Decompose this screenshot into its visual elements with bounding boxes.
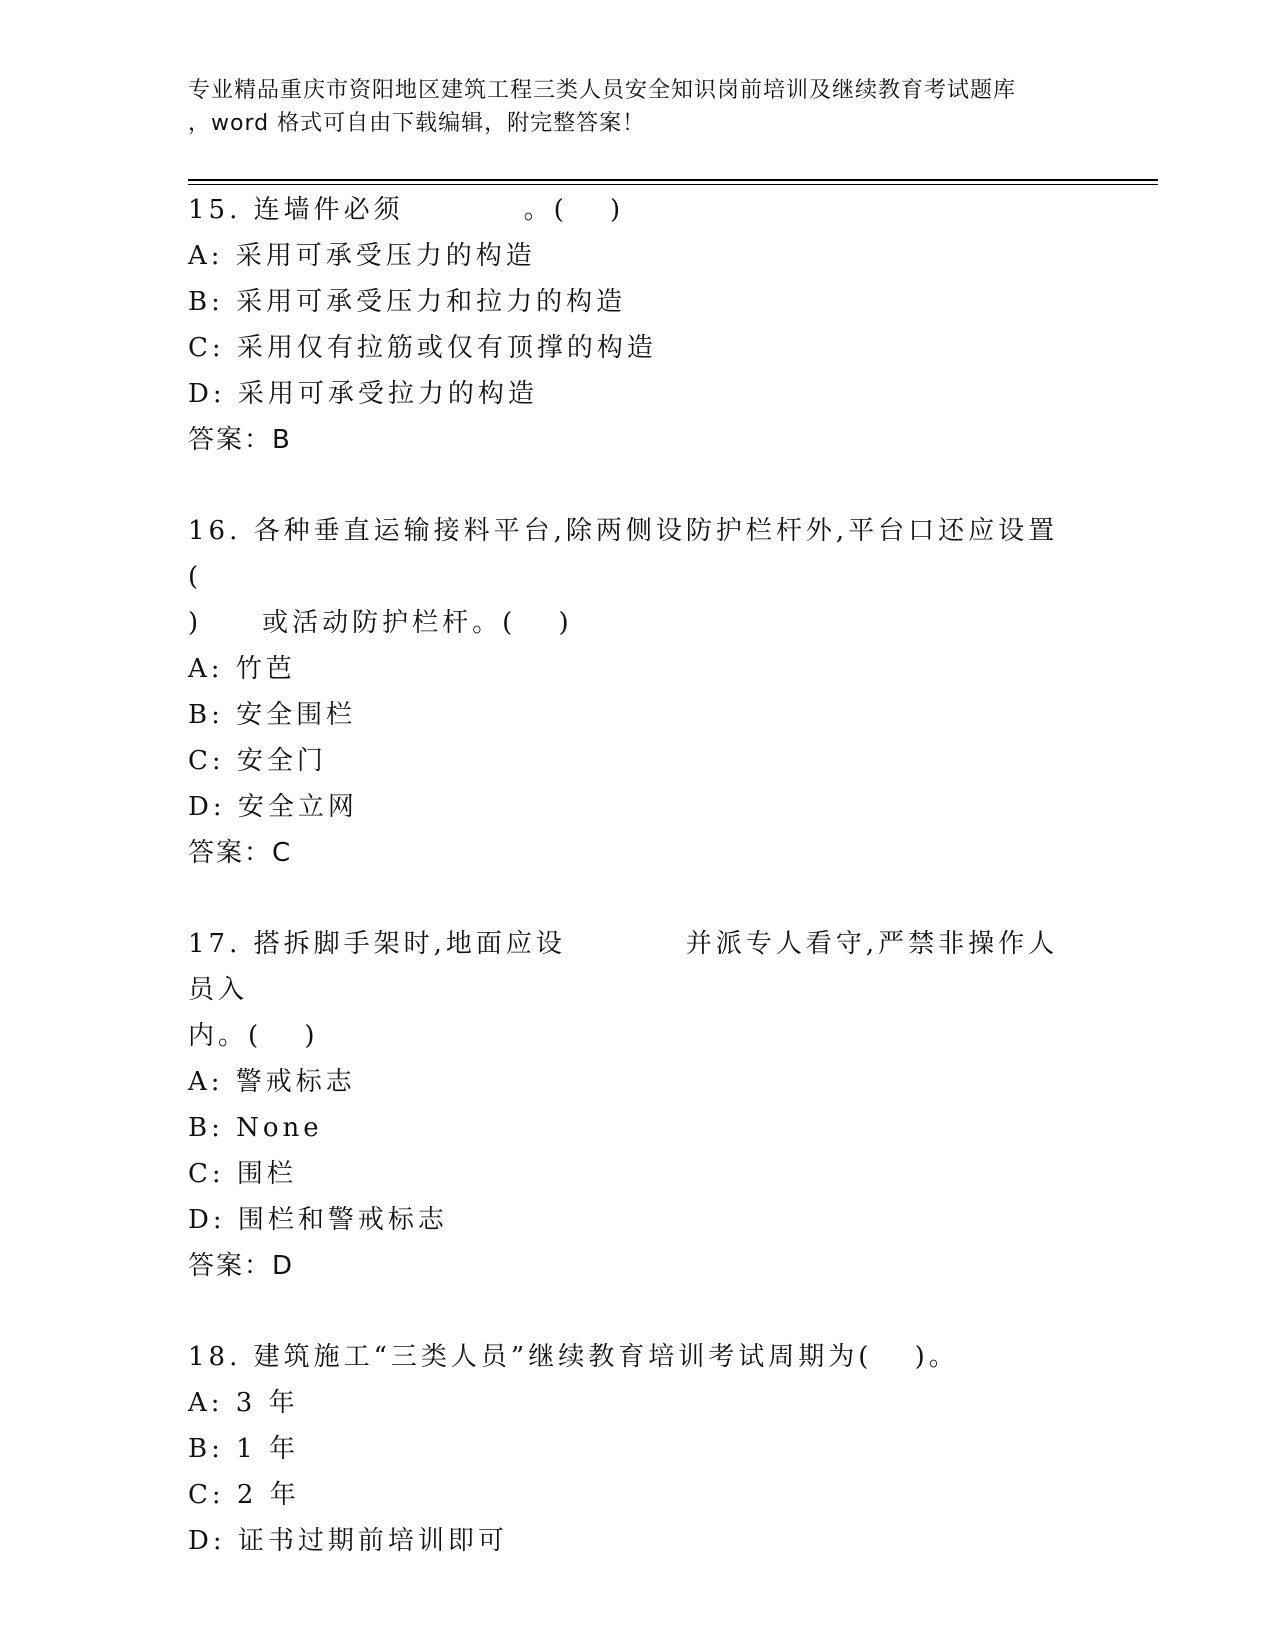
header-divider-thin (188, 184, 1158, 185)
answer-option: D: 安全立网 (188, 792, 358, 822)
question-block (188, 508, 1088, 876)
question-stem: 15. 连墙件必须 。( ) (188, 195, 625, 225)
answer-option: C: 2 年 (188, 1480, 300, 1510)
question-stem: 17. 搭拆脚手架时,地面应设 并派专人看守,严禁非操作人员入 (188, 929, 1059, 1005)
answer-key: 答案：C (188, 838, 293, 868)
question-spacer (188, 1289, 1088, 1334)
question-stem: 18. 建筑施工“三类人员”继续教育培训考试周期为( )。 (188, 1342, 959, 1372)
question-block (188, 1334, 1088, 1564)
question-block (188, 187, 1088, 463)
answer-option: B: None (188, 1113, 323, 1143)
answer-option: C: 采用仅有拉筋或仅有顶撑的构造 (188, 333, 657, 363)
answer-option: D: 采用可承受拉力的构造 (188, 379, 538, 409)
answer-option: A: 采用可承受压力的构造 (188, 241, 536, 271)
answer-option: D: 围栏和警戒标志 (188, 1205, 448, 1235)
question-spacer (188, 876, 1088, 921)
question-stem: 内。( ) (188, 1021, 319, 1051)
answer-option: A: 3 年 (188, 1388, 299, 1418)
answer-key: 答案：B (188, 425, 292, 455)
answer-option: B: 安全围栏 (188, 700, 357, 730)
question-stem: 16. 各种垂直运输接料平台,除两侧设防护栏杆外,平台口还应设置 ( (188, 516, 1089, 592)
answer-option: D: 证书过期前培训即可 (188, 1526, 508, 1556)
answer-option: B: 采用可承受压力和拉力的构造 (188, 287, 627, 317)
header-title-line-1: 专业精品重庆市资阳地区建筑工程三类人员安全知识岗前培训及继续教育考试题库 (188, 78, 1017, 103)
document-header (188, 74, 1118, 140)
question-stem: ) 或活动防护栏杆。( ) (188, 608, 573, 638)
answer-option: A: 警戒标志 (188, 1067, 356, 1097)
header-title-line-2: ，word 格式可自由下载编辑，附完整答案！ (188, 111, 646, 136)
answer-option: C: 安全门 (188, 746, 327, 776)
answer-option: A: 竹芭 (188, 654, 296, 684)
question-spacer (188, 463, 1088, 508)
answer-key: 答案：D (188, 1251, 295, 1281)
answer-option: B: 1 年 (188, 1434, 299, 1464)
question-block (188, 921, 1088, 1289)
answer-option: C: 围栏 (188, 1159, 297, 1189)
header-divider-thick (188, 179, 1158, 181)
question-list (188, 187, 1088, 1564)
